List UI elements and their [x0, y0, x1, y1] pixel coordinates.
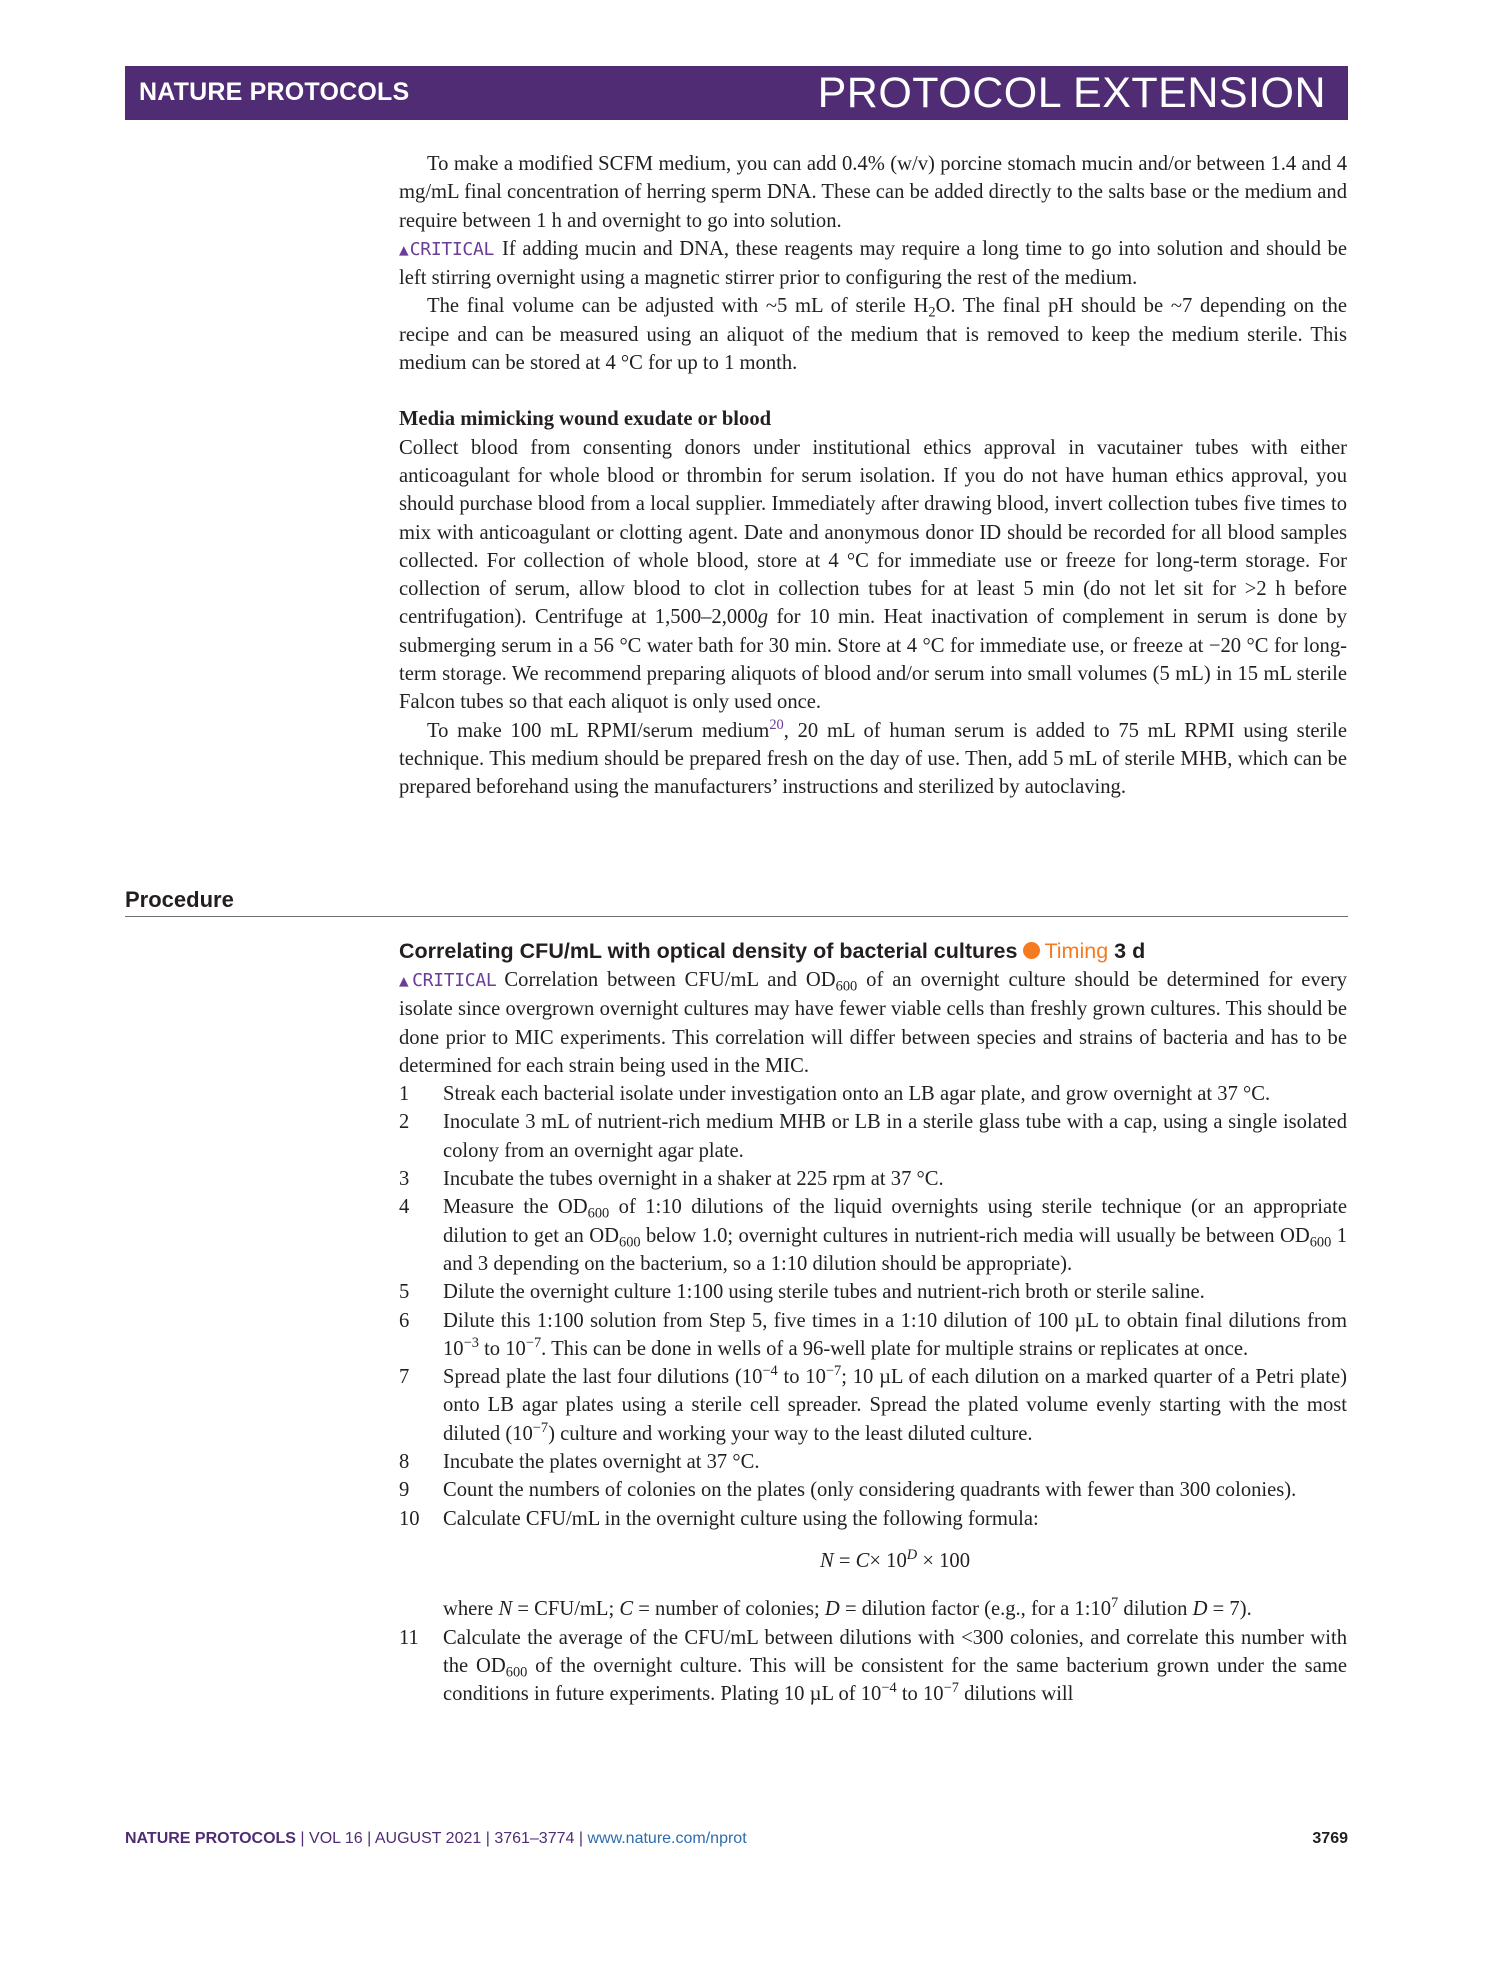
step-3: 3 Incubate the tubes overnight in a shaker at 225 rpm at 37 °C. — [399, 1168, 944, 1191]
footer-journal: NATURE PROTOCOLS — [125, 1830, 296, 1847]
step-6: 6 Dilute this 1:100 solution from Step 5, five times in a 1:10 dilution of 100 µL to obtain final dilutions from $10^{-3}$ to $10^{-7}$. This can be done in wells of a 96-well plate for multiple strains or replicates at once. — [399, 1309, 1347, 1360]
step-4: 4 Measure the $OD_{600}$ of 1:10 dilutions of the liquid overnights using sterile technique (or an appropriate dilution to get an $OD_{600}$ below 1.0; overnight cultures in nutrient-rich media will usually be between $OD_{600}$ 1 and 3 depending on the bacterium, so a 1:10 dilution should be appropriate). — [399, 1196, 1347, 1275]
page-footer — [125, 1830, 1348, 1848]
step-2: 2 Inoculate 3 mL of nutrient-rich medium MHB or LB in a sterile glass tube with a cap, using a single isolated colony from an overnight agar plate. — [399, 1111, 1347, 1162]
step-8: 8 Incubate the plates overnight at 37 °C. — [399, 1451, 760, 1474]
header-banner — [125, 66, 1348, 120]
timing-value: 3 d — [1114, 939, 1146, 963]
procedure-section — [399, 936, 1347, 1708]
step-5: 5 Dilute the overnight culture 1:100 using sterile tubes and nutrient-rich broth or sterile saline. — [399, 1281, 1205, 1304]
media-heading: Media mimicking wound exudate or blood — [399, 408, 772, 431]
procedure-label: Procedure — [125, 887, 234, 912]
warning-triangle-icon: ▲ — [399, 971, 413, 990]
journal-name: NATURE PROTOCOLS — [139, 78, 410, 106]
formula-definitions: where N = CFU/mL; C = number of colonies; D = dilution factor (e.g., for a $1:10^7$ dilution D = 7). — [443, 1595, 1252, 1621]
critical-label: ▲CRITICAL — [399, 238, 495, 260]
footer-meta: | VOL 16 | AUGUST 2021 | 3761–3774 | — [295, 1830, 588, 1847]
cfu-formula: $N = C\times 10^D \times 100$ — [820, 1547, 970, 1572]
step-11: 11 Calculate the average of the CFU/mL between dilutions with <300 colonies, and correlate this number with the $OD_{600}$ of the overnight culture. This will be consistent for the same bacterium grown under the same conditions in future experiments. Plating 10 µL of $10^{-4}$ to $10^{-7}$ dilutions will — [399, 1626, 1347, 1706]
warning-triangle-icon: ▲ — [399, 239, 410, 259]
step-10: 10 Calculate CFU/mL in the overnight culture using the following formula: $N = C\times 10^D \times 100$ where N = CFU/mL; C = number of colonies; D = dilution factor (e.g., for a $1:10^7$ dilution D = 7). — [399, 1505, 1347, 1624]
reference-link[interactable]: 20 — [769, 716, 784, 733]
step-7: 7 Spread plate the last four dilutions ($10^{-4}$ to $10^{-7}$; 10 µL of each dilution on a marked quarter of a Petri plate) onto LB agar plates using a sterile cell spreader. Spread the plated volume evenly starting with the most diluted $(10^{-7})$ culture and working your way to the least diluted culture. — [399, 1363, 1347, 1445]
step-1: 1 Streak each bacterial isolate under investigation onto an LB agar plate, and grow overnight at 37 °C. — [399, 1083, 1271, 1106]
final-volume-paragraph: The final volume can be adjusted with ~5 mL of sterile $H_2O$. The final pH should be ~7 depending on the recipe and can be measured using an aliquot of the medium that is removed to keep the medium sterile. This medium can be stored at 4 °C for up to 1 month. — [399, 295, 1347, 375]
blood-collection-paragraph: Collect blood from consenting donors under institutional ethics approval in vacutainer tubes with either anticoagulant for whole blood or thrombin for serum isolation. If you do not have human ethics approval, you should purchase blood from a local supplier. Immediately after drawing blood, invert collection tubes five times to mix with anticoagulant or clotting agent. Date and anonymous donor ID should be recorded for all blood samples collected. For collection of whole blood, store at 4 °C for immediate use or freeze for long-term storage. For collection of serum, allow blood to clot in collection tubes for at least 5 min (do not let sit for >2 h before centrifugation). Centrifuge at 1,500–2,000g for 10 min. Heat inactivation of complement in serum is done by submerging serum in a 56 °C water bath for 30 min. Store at 4 °C for immediate use, or freeze at −20 °C for long-term storage. We recommend preparing aliquots of blood and/or serum into small volumes (5 mL) in 15 mL sterile Falcon tubes so that each aliquot is only used once. — [399, 436, 1347, 714]
intro-section — [399, 150, 1347, 802]
critical-note-correlation: ▲CRITICAL Correlation between CFU/mL and $OD_{600}$ of an overnight culture should be determined for every isolate since overgrown overnight cultures may have fewer viable cells than freshly grown cultures. This should be done prior to MIC experiments. This correlation will differ between species and strains of bacteria and has to be determined for each strain being used in the MIC. — [399, 969, 1347, 1077]
scfm-paragraph: To make a modified SCFM medium, you can add 0.4% (w/v) porcine stomach mucin and/or between 1.4 and 4 mg/mL final concentration of herring sperm DNA. These can be added directly to the salts base or the medium and require between 1 h and overnight to go into solution. — [399, 153, 1347, 232]
step-list — [399, 1080, 1347, 1708]
rpmi-serum-paragraph: To make 100 mL RPMI/serum medium$^{20}$, 20 mL of human serum is added to 75 mL RPMI using sterile technique. This medium should be prepared fresh on the day of use. Then, add 5 mL of sterile MHB, which can be prepared beforehand using the manufacturers’ instructions and sterilized by autoclaving. — [399, 716, 1347, 799]
critical-note-mucin: ▲CRITICAL If adding mucin and DNA, these reagents may require a long time to go into solution and should be left stirring overnight using a magnetic stirrer prior to configuring the rest of the medium. — [399, 237, 1347, 290]
step-9: 9 Count the numbers of colonies on the plates (only considering quadrants with fewer than 300 colonies). — [399, 1479, 1297, 1502]
section-title: Correlating CFU/mL with optical density of bacterial cultures Timing 3 d — [399, 939, 1146, 963]
page-number: 3769 — [1312, 1830, 1348, 1847]
timing-dot-icon — [1023, 942, 1040, 959]
article-type: PROTOCOL EXTENSION — [817, 69, 1326, 117]
procedure-divider — [125, 916, 1348, 917]
footer-url-link[interactable]: www.nature.com/nprot — [587, 1830, 747, 1847]
timing-label: Timing — [1044, 939, 1109, 963]
critical-label: ▲CRITICAL — [399, 970, 497, 991]
